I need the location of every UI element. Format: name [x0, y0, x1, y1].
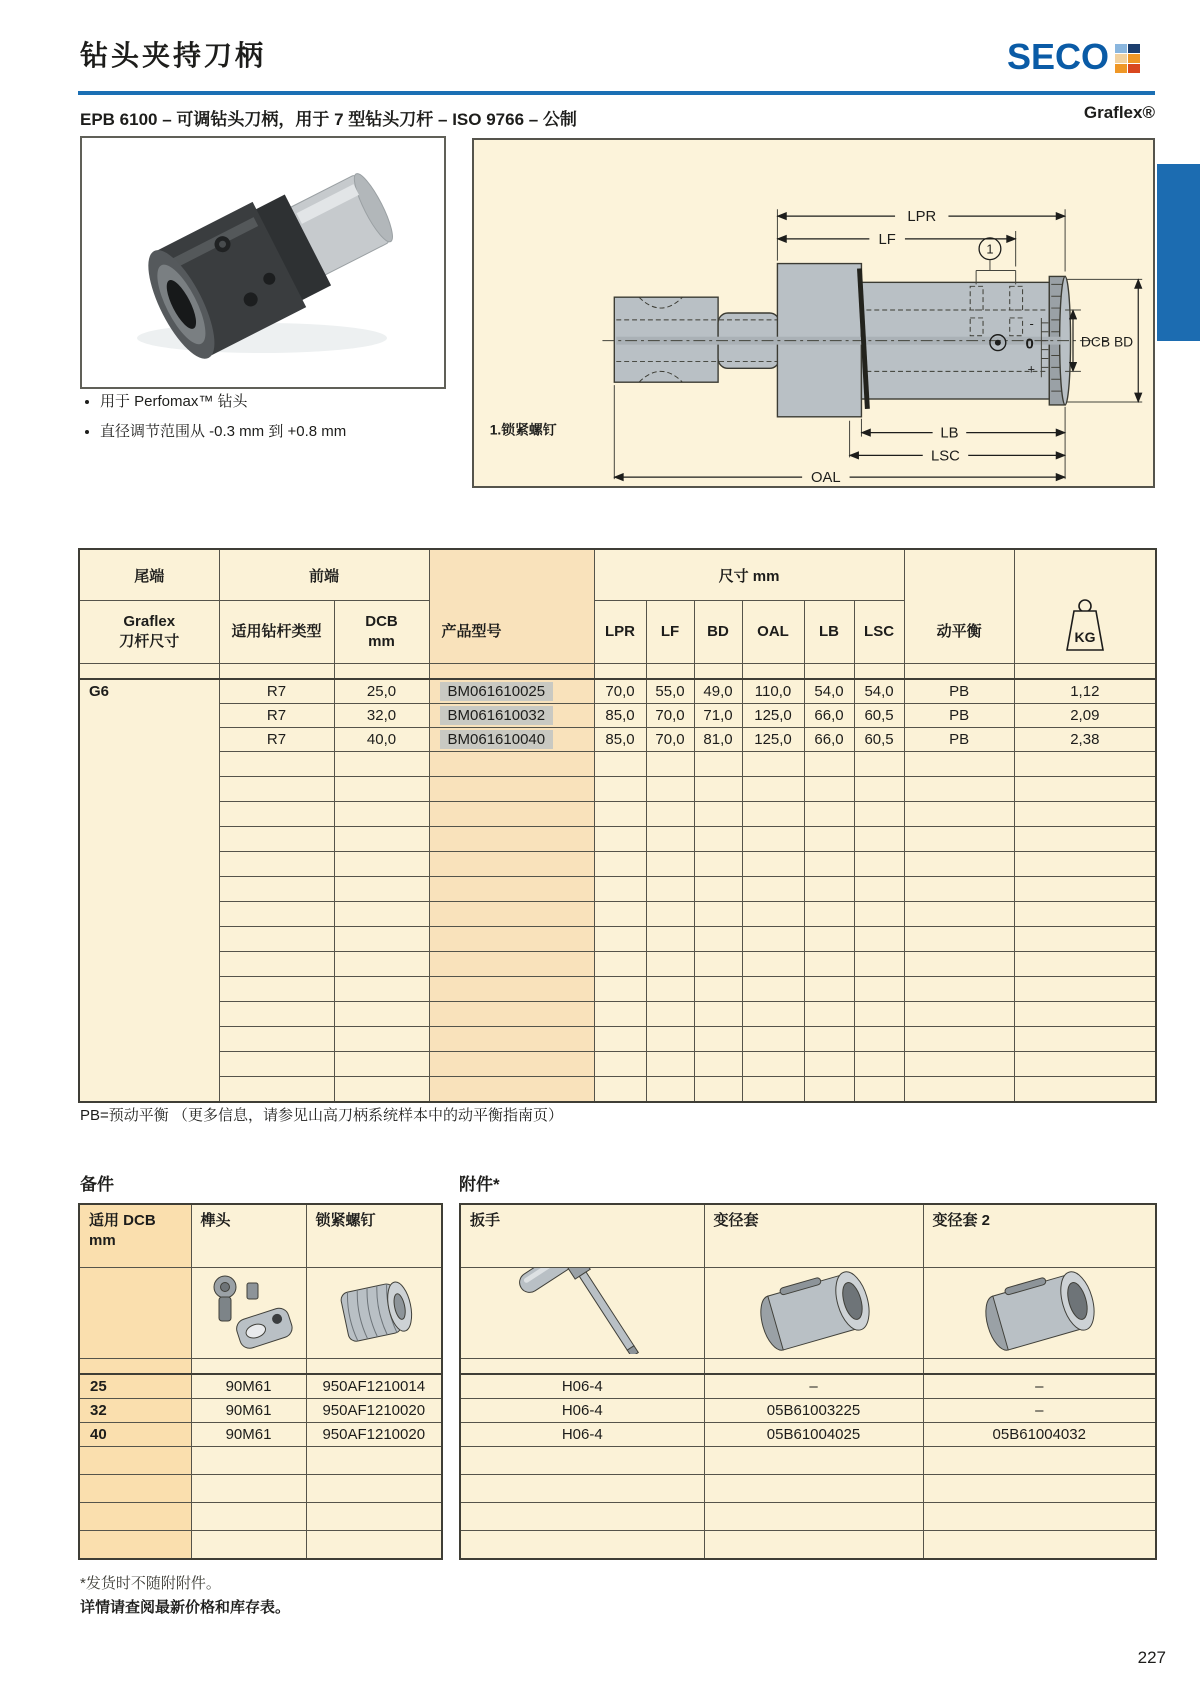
empty-row: [460, 1503, 1156, 1531]
wrench-image: [460, 1268, 704, 1359]
col-header-lb: LB: [804, 601, 854, 664]
empty-row: [79, 777, 1156, 802]
product-table: [78, 548, 1157, 1103]
empty-row: [79, 1447, 442, 1475]
spacer-row: [460, 1359, 1156, 1375]
page-edge-tab: [1157, 164, 1200, 341]
dimension-diagram: [472, 138, 1155, 488]
feature-bullet: • 用于 Perfomax™ 钻头: [100, 390, 346, 411]
empty-row: [79, 752, 1156, 777]
reduction-sleeve-image: [704, 1268, 923, 1359]
spares-header-row: [79, 1204, 442, 1268]
col-header-sleeve2: 变径套 2: [923, 1204, 1156, 1268]
empty-row: [79, 802, 1156, 827]
cell-balance: PB: [904, 679, 1014, 704]
accessories-header-row: [460, 1204, 1156, 1268]
seco-logo-text: SECO: [1006, 36, 1109, 77]
series-name: Graflex®: [1083, 103, 1155, 122]
table-row: 32 90M61 950AF1210020: [79, 1399, 442, 1423]
empty-row: [79, 1475, 442, 1503]
svg-text:KG: KG: [1074, 629, 1096, 645]
scale-minus: -: [1029, 315, 1034, 331]
locking-screw-image: [306, 1268, 442, 1359]
table-row: H06-4 – –: [460, 1374, 1156, 1399]
empty-row: [79, 1002, 1156, 1027]
header-divider: [78, 91, 1155, 95]
empty-row: [79, 852, 1156, 877]
empty-row: [79, 977, 1156, 1002]
spares-table: [78, 1203, 443, 1560]
reduction-sleeve2-image: [923, 1268, 1156, 1359]
table-row: 40 90M61 950AF1210020: [79, 1423, 442, 1447]
empty-row: [79, 902, 1156, 927]
scale-plus: +: [1027, 361, 1036, 377]
col-header-lock-screw: 锁紧螺钉: [306, 1204, 442, 1268]
balance-note: PB=预动平衡 （更多信息，请参见山高刀柄系统样本中的动平衡指南页）: [80, 1107, 563, 1124]
scale-zero: 0: [1025, 336, 1034, 353]
col-header-tail-end: 尾端: [79, 549, 219, 601]
dim-label-oal: OAL: [811, 470, 841, 486]
seco-logo-mosaic-icon: [1115, 44, 1140, 73]
dim-label-lsc: LSC: [931, 448, 960, 465]
empty-row: [460, 1475, 1156, 1503]
dim-label-dcb-bd: DCB BD: [1080, 333, 1134, 350]
col-header-dimensions: 尺寸 mm: [594, 549, 904, 601]
cell-shank-size: G6: [79, 679, 219, 1102]
col-header-lsc: LSC: [854, 601, 904, 664]
spares-section-title: 备件: [80, 1175, 114, 1194]
dim-label-lb: LB: [940, 425, 959, 442]
col-header-oal: OAL: [742, 601, 804, 664]
accessories-image-row: [460, 1268, 1156, 1359]
col-header-dcb: DCB mm: [334, 601, 429, 664]
spacer-row: [79, 1359, 442, 1375]
product-photo: [80, 136, 446, 389]
col-header-applicable-dcb: 适用 DCB mm: [79, 1204, 191, 1268]
table-row: R7 40,0 BM061610040 85,0 70,0 81,0 125,0 66,0 60,5 PB 2,38: [79, 728, 1156, 752]
accessories-section-title: 附件*: [459, 1175, 500, 1194]
col-header-shank-type: 适用钻杆类型: [219, 601, 334, 664]
feature-list: [84, 390, 346, 450]
dim-label-lpr: LPR: [907, 209, 937, 226]
col-header-weight: [1014, 549, 1156, 664]
empty-row: [79, 952, 1156, 977]
footnote-pricelist: 详情请查阅最新价格和库存表。: [80, 1599, 291, 1616]
cell-weight: 1,12: [1014, 679, 1156, 704]
dimension-drawing-image: [474, 140, 1153, 486]
empty-row: [79, 1052, 1156, 1077]
page-title: 钻头夹持刀柄: [80, 41, 267, 72]
product-family-heading: EPB 6100 – 可调钻头刀柄，用于 7 型钻头刀杆 – ISO 9766 – 公制: [80, 110, 577, 129]
col-header-bd: BD: [694, 601, 742, 664]
cell-product-code: BM061610025: [429, 679, 594, 704]
kg-weight-icon: [1062, 598, 1108, 654]
cell-type: R7: [219, 679, 334, 704]
feature-bullet: • 直径调节范围从 -0.3 mm 到 +0.8 mm: [100, 420, 346, 441]
empty-row: [79, 1531, 442, 1560]
callout-1: 1: [986, 241, 994, 257]
empty-row: [79, 1077, 1156, 1103]
col-header-tenon: 榫头: [191, 1204, 306, 1268]
table-row: H06-4 05B61003225 –: [460, 1399, 1156, 1423]
tenon-image: [191, 1268, 306, 1359]
footnote-accessories: *发货时不随附附件。: [80, 1575, 221, 1592]
table-row: 25 90M61 950AF1210014: [79, 1374, 442, 1399]
col-header-lf: LF: [646, 601, 694, 664]
accessories-table: [459, 1203, 1157, 1560]
toolholder-photo-image: [82, 138, 440, 383]
empty-row: [79, 827, 1156, 852]
col-header-wrench: 扳手: [460, 1204, 704, 1268]
empty-row: [460, 1531, 1156, 1560]
table-group-header-row: [79, 549, 1156, 601]
empty-row: [79, 877, 1156, 902]
col-header-sleeve: 变径套: [704, 1204, 923, 1268]
spares-image-row: [79, 1268, 442, 1359]
col-header-graflex: Graflex 刀杆尺寸: [79, 601, 219, 664]
table-row: G6 R7 25,0 BM061610025 70,0 55,0 49,0 110,0 54,0 54,0 PB 1,12: [79, 679, 1156, 704]
empty-row: [79, 927, 1156, 952]
col-header-front-end: 前端: [219, 549, 429, 601]
empty-row: [79, 1503, 442, 1531]
empty-row: [79, 1027, 1156, 1052]
dim-label-lf: LF: [878, 231, 896, 248]
seco-logo: [1006, 36, 1140, 77]
table-row: R7 32,0 BM061610032 85,0 70,0 71,0 125,0 66,0 60,5 PB 2,09: [79, 704, 1156, 728]
col-header-lpr: LPR: [594, 601, 646, 664]
diagram-note: 1.锁紧螺钉: [489, 421, 557, 438]
empty-row: [460, 1447, 1156, 1475]
cell-dcb: 25,0: [334, 679, 429, 704]
col-header-balance: 动平衡: [904, 549, 1014, 664]
table-row: H06-4 05B61004025 05B61004032: [460, 1423, 1156, 1447]
spacer-row: [79, 664, 1156, 680]
page-number: 227: [1137, 1648, 1166, 1667]
col-header-product-code: 产品型号: [429, 549, 594, 664]
